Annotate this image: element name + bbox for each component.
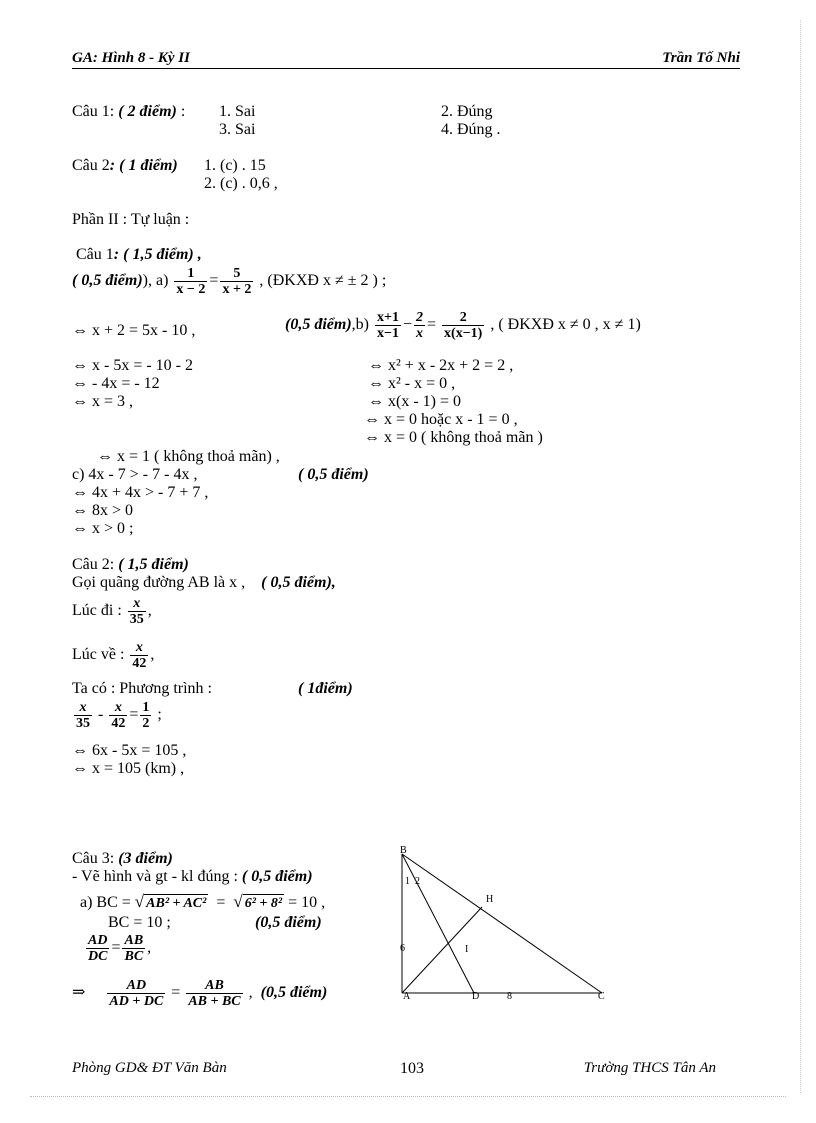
q1-item-3: 3. Sai <box>219 121 256 138</box>
label-b: B <box>400 845 407 856</box>
c3-ratio2: ⇒ $\frac{AD}{AD + DC}$ = $\frac{AB}{AB + BC}$ , (0,5 điểm) <box>72 978 328 1009</box>
c2-back: Lúc về : $\frac{x}{42}$ , <box>72 640 155 671</box>
c1-b-step2: ⇔ x² - x = 0 , <box>368 375 456 392</box>
bisector-bd <box>402 854 474 993</box>
label-a: A <box>403 991 411 1002</box>
c1-b-step5: ⇔ x = 0 ( không thoả mãn ) <box>364 429 543 446</box>
q1-item-4: 4. Đúng . <box>441 121 501 138</box>
c3-bc-points: (0,5 điểm) <box>255 914 322 931</box>
c1-a-step3: ⇔ - 4x = - 12 <box>72 375 160 392</box>
c3-a-line: a) BC = √ AB² + AC² = √ 6² + 8² = 10 , <box>80 892 326 911</box>
fraction: $\frac{AB}{AB + BC}$ <box>188 978 241 1009</box>
page-border-bottom <box>30 1096 786 1097</box>
c2-go: Lúc đi : $\frac{x}{35}$ , <box>72 596 152 627</box>
c1-c-points: ( 0,5 điểm) <box>298 466 369 483</box>
q1-item-1: 1. Sai <box>219 103 256 120</box>
fraction: $\frac{1}{2}$ <box>142 700 150 731</box>
c1-b-step4: ⇔ x = 0 hoặc x - 1 = 0 , <box>364 411 518 428</box>
fraction: $\frac{AD}{AD + DC}$ <box>109 978 164 1009</box>
c1-b-step1: ⇔ x² + x - 2x + 2 = 2 , <box>368 357 514 374</box>
c2-step1: ⇔ 6x - 5x = 105 , <box>72 742 187 759</box>
c1-a-line: ( 0,5 điểm)), a) $\frac{1}{x - 2}$ = $\frac{5}{x + 2}$ , (ĐKXĐ x ≠ ± 2 ) ; <box>72 266 387 297</box>
header-left: GA: Hình 8 - Kỳ II <box>72 50 190 66</box>
footer-right: Trường THCS Tân An <box>583 1060 716 1076</box>
fraction: $\frac{1}{x - 2}$ <box>176 266 206 297</box>
fraction: $\frac{x}{42}$ <box>111 700 126 731</box>
triangle-figure <box>380 840 640 1015</box>
fraction: $\frac{x+1}{x-1}$ <box>376 310 399 341</box>
c1-c-step1: ⇔ 4x + 4x > - 7 + 7 , <box>72 484 209 501</box>
c3-ratio1: $\frac{AD}{DC}$ = $\frac{AB}{BC}$ , <box>88 933 152 964</box>
q1-label-line: Câu 1: ( 2 điểm) : <box>72 103 186 120</box>
c2-title: Câu 2: ( 1,5 điểm) <box>72 556 189 573</box>
header-right: Trần Tố Nhi <box>662 50 740 66</box>
c3-bc-line: BC = 10 ; <box>108 914 171 931</box>
c1-a-step1: ⇔ x + 2 = 5x - 10 , <box>72 322 196 339</box>
label-c: C <box>598 991 605 1002</box>
q1-item-2: 2. Đúng <box>441 103 493 120</box>
c2-eq-points: ( 1điểm) <box>298 680 353 697</box>
c1-c-step2: ⇔ 8x > 0 <box>72 502 134 519</box>
label-h: H <box>486 894 494 905</box>
c2-eq-label: Ta có : Phương trình : <box>72 680 212 697</box>
label-angle-1: 1 <box>405 876 410 887</box>
fraction: $\frac{2}{x}$ <box>416 310 423 341</box>
c1-a-step4: ⇔ x = 3 , <box>72 393 134 410</box>
c1-b-last: ⇔ x = 1 ( không thoả mãn) , <box>97 448 280 465</box>
fraction: $\frac{x}{42}$ <box>132 640 147 671</box>
c3-line1: - Vẽ hình và gt - kl đúng : ( 0,5 điểm) <box>72 868 313 885</box>
page-border-right <box>800 20 801 1093</box>
c1-b-step3: ⇔ x(x - 1) = 0 <box>368 393 462 410</box>
label-i: I <box>465 944 469 955</box>
label-side-6: 6 <box>400 943 405 954</box>
c2-equation: $\frac{x}{35}$ - $\frac{x}{42}$ = $\frac{1}{2}$ ; <box>76 700 162 731</box>
fraction: $\frac{x}{35}$ <box>129 596 144 627</box>
side-bc <box>402 854 602 993</box>
page-number: 103 <box>400 1060 424 1077</box>
header-rule <box>72 68 740 69</box>
fraction: $\frac{5}{x + 2}$ <box>222 266 252 297</box>
label-side-8: 8 <box>507 991 512 1002</box>
label-angle-2: 2 <box>415 876 420 887</box>
q2-label-line: Câu 2: ( 1 điểm) <box>72 157 178 174</box>
c1-c-first: c) 4x - 7 > - 7 - 4x , <box>72 466 198 483</box>
label-d: D <box>472 991 480 1002</box>
fraction: $\frac{x}{35}$ <box>76 700 90 731</box>
c1-a-step2: ⇔ x - 5x = - 10 - 2 <box>72 357 194 374</box>
c1-b-line: (0,5 điểm),b) $\frac{x+1}{x-1}$ − $\frac{2}{x}$ = $\frac{2}{x(x-1)}$ , ( ĐKXĐ x ≠ 0 , x ≠ 1) <box>285 310 641 341</box>
q2-item-1: 1. (c) . 15 <box>204 157 266 174</box>
q2-item-2: 2. (c) . 0,6 , <box>204 175 278 192</box>
c2-step2: ⇔ x = 105 (km) , <box>72 760 185 777</box>
fraction: $\frac{2}{x(x-1)}$ <box>444 310 483 341</box>
c1-c-step3: ⇔ x > 0 ; <box>72 520 134 537</box>
fraction: $\frac{AB}{BC}$ <box>124 933 144 964</box>
c3-title: Câu 3: (3 điểm) <box>72 850 173 867</box>
c1-title: Câu 1: ( 1,5 điểm) , <box>76 246 202 263</box>
footer-left: Phòng GD& ĐT Văn Bàn <box>72 1060 227 1076</box>
c2-line1: Gọi quãng đường AB là x , ( 0,5 điểm), <box>72 574 336 591</box>
segment-ah <box>402 907 482 993</box>
fraction: $\frac{AD}{DC}$ <box>88 933 108 964</box>
part2-title: Phần II : Tự luận : <box>72 211 190 228</box>
